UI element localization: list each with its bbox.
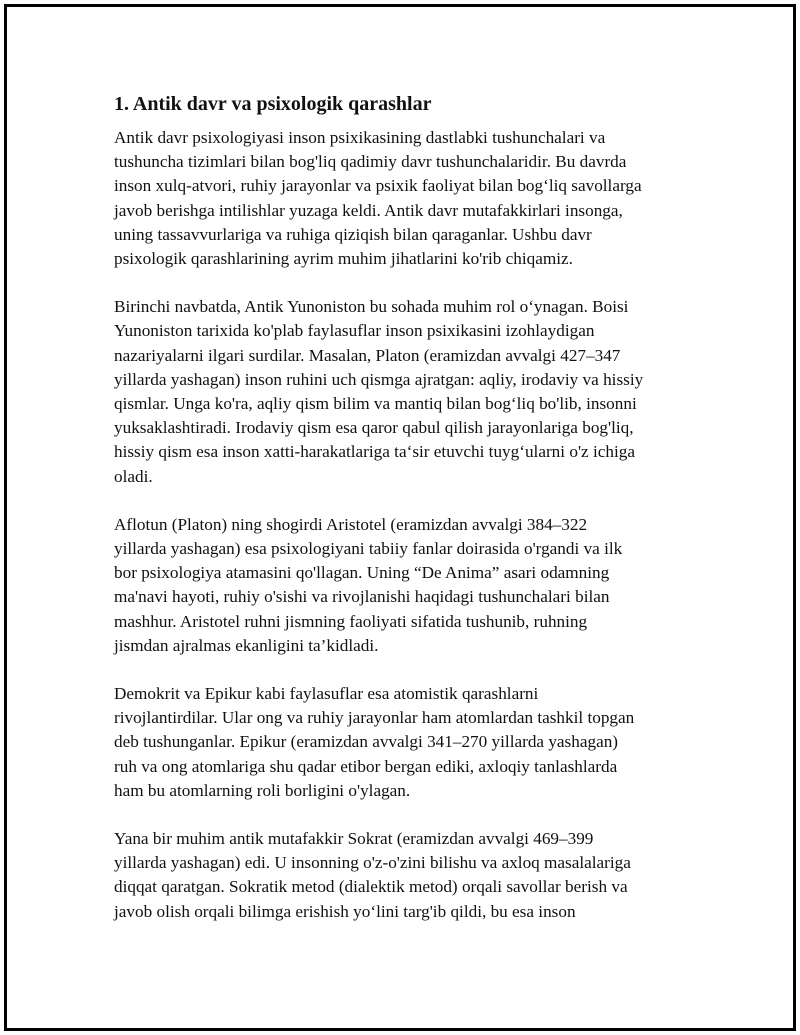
paragraph-2 bbox=[114, 295, 704, 489]
text-line: Antik davr psixologiyasi inson psixikasining dastlabki tushunchalari va bbox=[114, 128, 606, 147]
text-line: bor psixologiya atamasini qo'llagan. Uning “De Anima” asari odamning bbox=[114, 563, 610, 583]
document-body bbox=[114, 90, 704, 948]
text-line: ma'navi hayoti, ruhiy o'sishi va rivojlanishi haqidagi tushunchalari bilan bbox=[114, 587, 610, 607]
text-line: ham bu atomlarning roli borligini o'ylagan. bbox=[114, 780, 411, 800]
text-line: inson xulq-atvori, ruhiy jarayonlar va psixik faoliyat bilan bog‘liq savollarga bbox=[114, 176, 642, 196]
text-line: javob olish orqali bilimga erishish yo‘lini targ'ib qildi, bu esa inson bbox=[114, 901, 576, 921]
paragraph-1 bbox=[114, 126, 704, 271]
text-line: uning tassavvurlariga va ruhiga qiziqish bilan qaraganlar. Ushbu davr bbox=[114, 224, 592, 244]
text-line: nazariyalarni ilgari surdilar. Masalan, Platon (eramizdan avvalgi 427–347 bbox=[114, 345, 621, 365]
text-line: deb tushunganlar. Epikur (eramizdan avvalgi 341–270 yillarda yashagan) bbox=[114, 732, 619, 752]
text-line: qismlar. Unga ko'ra, aqliy qism bilim va mantiq bilan bog‘liq bo'lib, insonni bbox=[114, 394, 637, 414]
text-line: Birinchi navbatda, Antik Yunoniston bu sohada muhim rol o‘ynagan. Boisi bbox=[114, 297, 629, 317]
text-line: psixologik qarashlarining ayrim muhim jihatlarini ko'rib chiqamiz. bbox=[114, 249, 573, 269]
text-line: yillarda yashagan) edi. U insonning o'z-o'zini bilishu va axloq masalalariga bbox=[114, 853, 631, 873]
text-line: yillarda yashagan) esa psixologiyani tabiiy fanlar doirasida o'rgandi va ilk bbox=[114, 539, 623, 559]
text-line: oladi. bbox=[114, 466, 153, 486]
text-line: yuksaklashtiradi. Irodaviy qism esa qaror qabul qilish jarayonlariga bog'liq, bbox=[114, 418, 634, 438]
text-line: ruh va ong atomlariga shu qadar etibor bergan ediki, axloqiy tanlashlarda bbox=[114, 756, 618, 776]
text-line: hissiy qism esa inson xatti-harakatlariga ta‘sir etuvchi tuyg‘ularni o'z ichiga bbox=[114, 442, 635, 462]
text-line: javob berishga intilishlar yuzaga keldi. Antik davr mutafakkirlari insonga, bbox=[114, 200, 623, 220]
paragraph-4 bbox=[114, 682, 704, 803]
section-heading: 1. Antik davr va psixologik qarashlar bbox=[114, 93, 432, 115]
paragraph-3 bbox=[114, 513, 704, 658]
text-line: rivojlantirdilar. Ular ong va ruhiy jarayonlar ham atomlardan tashkil topgan bbox=[114, 708, 635, 728]
paragraph-5 bbox=[114, 827, 704, 924]
text-line: Demokrit va Epikur kabi faylasuflar esa atomistik qarashlarni bbox=[114, 684, 539, 704]
text-line: yillarda yashagan) inson ruhini uch qismga ajratgan: aqliy, irodaviy va hissiy bbox=[114, 369, 644, 389]
text-line: mashhur. Aristotel ruhni jismning faoliyati sifatida tushunib, ruhning bbox=[114, 611, 588, 631]
text-line: Yunoniston tarixida ko'plab faylasuflar inson psixikasini izohlaydigan bbox=[114, 321, 595, 341]
text-line: Yana bir muhim antik mutafakkir Sokrat (eramizdan avvalgi 469–399 bbox=[114, 829, 594, 849]
text-line: diqqat qaratgan. Sokratik metod (dialektik metod) orqali savollar berish va bbox=[114, 877, 628, 897]
text-line: tushuncha tizimlari bilan bog'liq qadimiy davr tushunchalaridir. Bu davrda bbox=[114, 152, 627, 172]
text-line: Aflotun (Platon) ning shogirdi Aristotel (eramizdan avvalgi 384–322 bbox=[114, 514, 588, 534]
text-line: jismdan ajralmas ekanligini ta’kidladi. bbox=[114, 635, 379, 655]
